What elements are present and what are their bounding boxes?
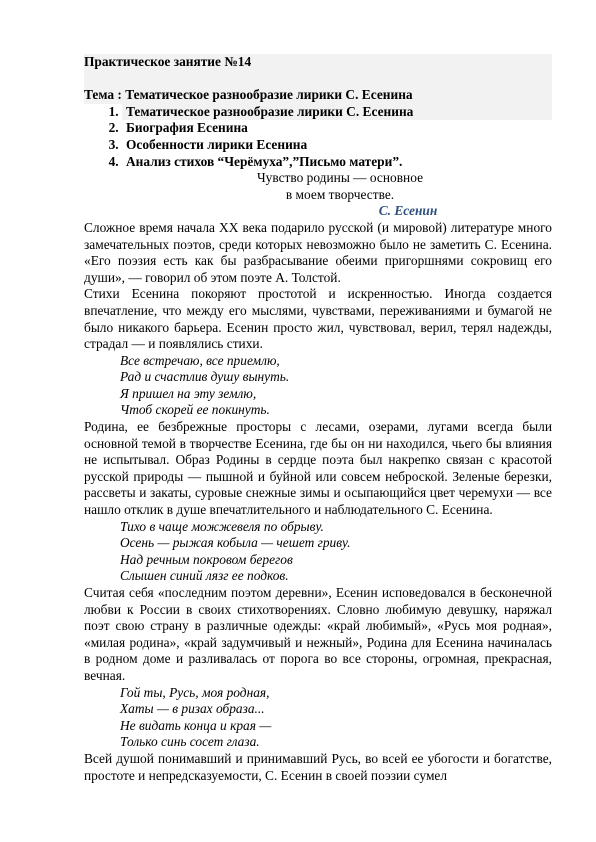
blank-line [84,71,552,88]
plan-item: 2. Биография Есенина [122,120,552,137]
plan-list [84,104,552,170]
verse-line: Тихо в чаще можжевеля по обрыву. [120,518,324,534]
paragraph: Всей душой понимавший и принимавший Русь, во всей ее убогости и богатстве, простоте и непредсказуемости, С. Есенин в своей поэзии сумел [84,750,552,783]
topic-heading: Тема : Тематическое разнообразие лирики С. Есенина [84,87,413,103]
verse-line: Только синь сосет глаза. [120,734,260,750]
verse-line: Слышен синий лязг ее подков. [120,568,289,584]
paragraph: Считая себя «последним поэтом деревни», Есенин исповедовался в бесконечной любви к России в своих стихотворениях. Словно любимую девушку, наряжал поэт свою страну в различные одежды: «край любимый», «Русь моя родная», «милая родина», «край задумчивый и нежный», Родина для Есенина начиналась в родном доме и разливалась от порога во все стороны, огромная, прекрасная, вечная. [84,585,552,683]
verse-stanza [84,353,552,419]
verse-stanza [84,519,552,585]
verse-line: Осень — рыжая кобыла — чешет гриву. [120,535,351,551]
verse-line: Чтоб скорей ее покинуть. [120,402,270,418]
epigraph [128,170,552,203]
epigraph-author: С. Есенин [378,203,438,219]
paragraph: Родина, ее безбрежные просторы с лесами, озерами, лугами всегда были основной темой в творчестве Есенина, где бы он ни находился, чьего бы влияния не испытывал. Образ Родины в сердце поэта был накрепко связан с красотой русской природы — пышной и буйной или совсем неброской. Зеленые березки, рассветы и закаты, суровые снежные зимы и осыпающийся цвет черемухи — все нашло отклик в душе впечатлительного и наблюдательного С. Есенина. [84,419,552,518]
verse-line: Я пришел на эту землю, [120,385,257,401]
paragraph: Стихи Есенина покоряют простотой и искренностью. Иногда создается впечатление, что между его мыслями, чувствами, переживаниями и бумагой не было никакого барьера. Есенин просто жил, чувствовал, верил, терял надежды, страдал — и появлялись стихи. [84,286,552,352]
plan-item: 1. Тематическое разнообразие лирики С. Есенина [122,104,552,121]
verse-line: Не видать конца и края — [120,717,272,733]
epigraph-line: Чувство родины — основное [256,170,424,186]
verse-line: Гой ты, Русь, моя родная, [120,684,270,700]
verse-line: Над речным покровом берегов [120,551,293,567]
epigraph-line: в моем творчестве. [285,186,395,202]
page-content [84,54,552,784]
verse-line: Хаты — в ризах образа... [120,701,265,717]
verse-line: Все встречаю, все приемлю, [120,352,280,368]
header-block [84,54,552,104]
verse-line: Рад и счастлив душу вынуть. [120,369,290,385]
plan-item: 3. Особенности лирики Есенина [122,137,552,154]
plan-item: 4. Анализ стихов “Черёмуха”,”Письмо матери”. [122,154,552,171]
paragraph: Сложное время начала XX века подарило русской (и мировой) литературе много замечательных поэтов, среди которых невозможно было не заметить С. Есенина. «Его поэзия есть как бы разбрасывание обеими пригоршнями сокровищ его души», — говорил об этом поэте А. Толстой. [84,219,552,285]
verse-stanza [84,685,552,751]
page-title: Практическое занятие №14 [84,54,252,69]
